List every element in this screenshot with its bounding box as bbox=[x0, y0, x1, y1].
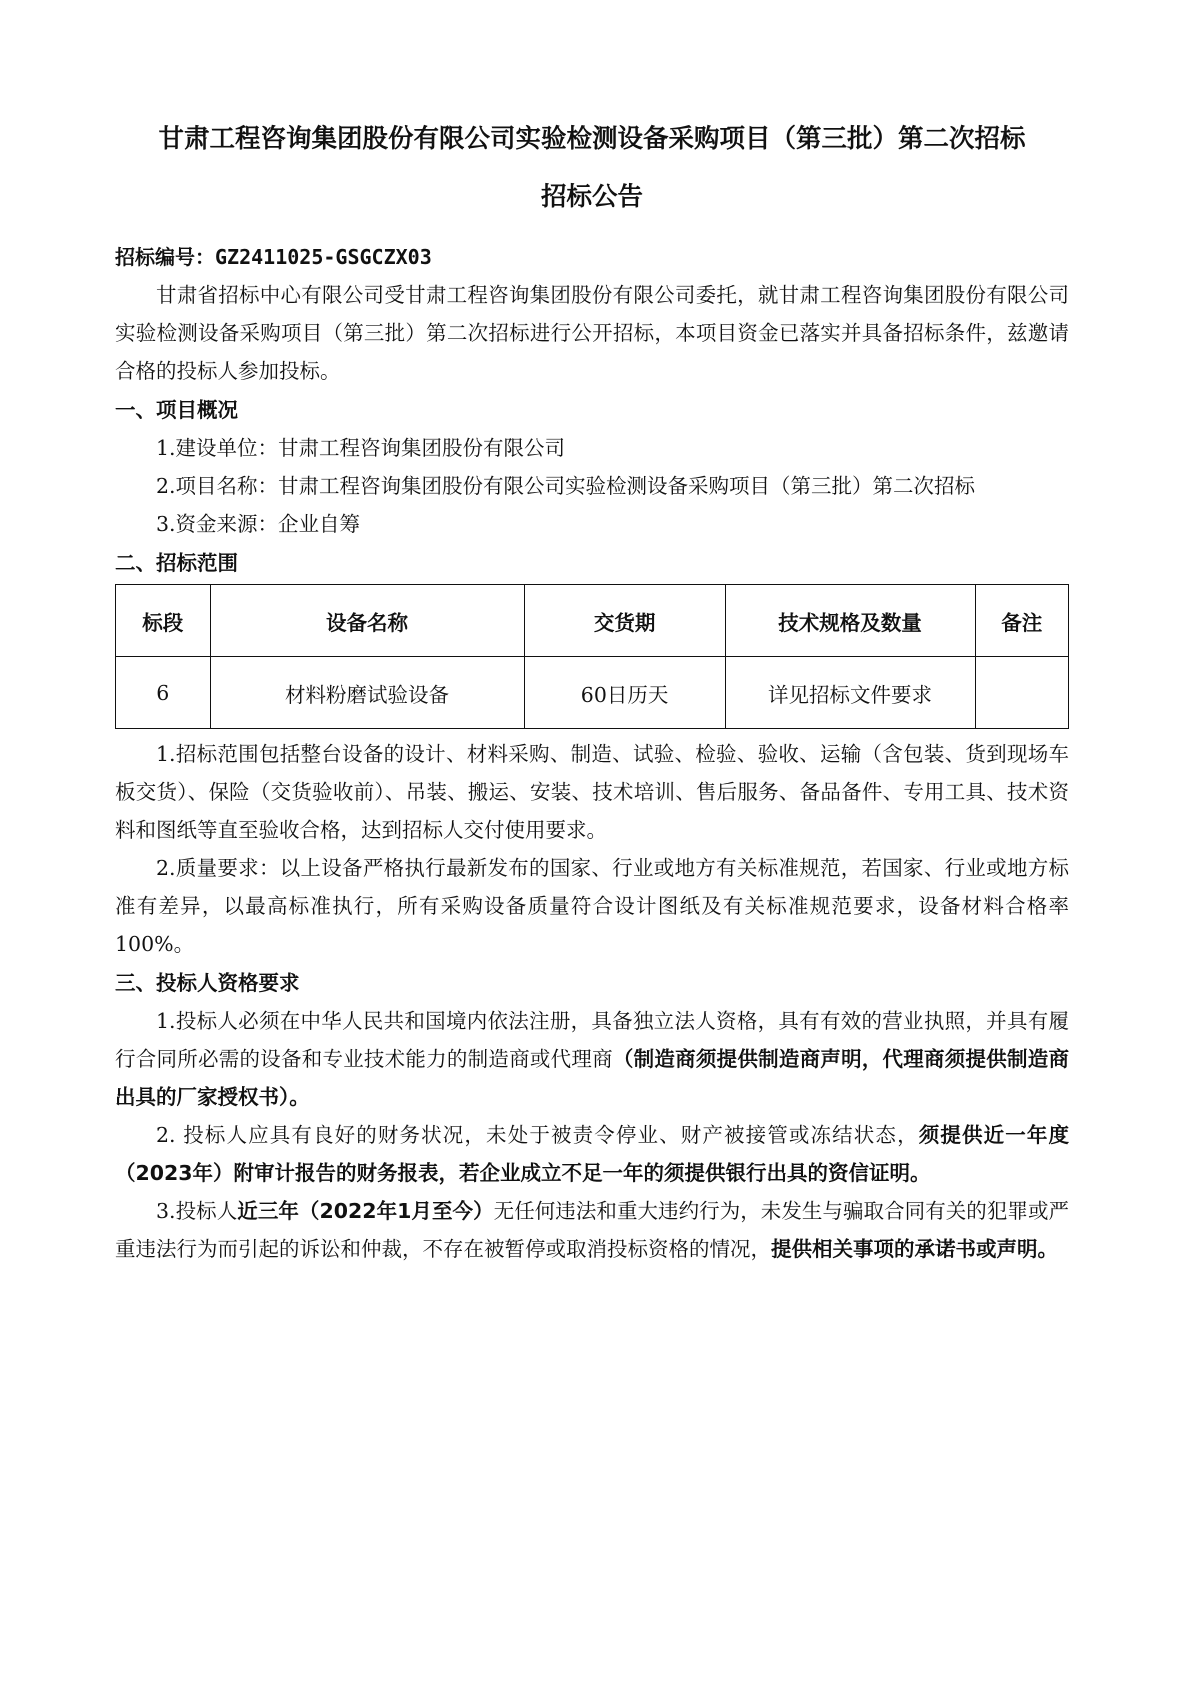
qualification-item-3-text-a: 3.投标人 bbox=[156, 1199, 238, 1223]
overview-item-project-name: 2.项目名称：甘肃工程咨询集团股份有限公司实验检测设备采购项目（第三批）第二次招标 bbox=[156, 474, 976, 498]
qualification-item-2 bbox=[115, 1116, 1069, 1192]
scope-item-quality: 2.质量要求：以上设备严格执行最新发布的国家、行业或地方有关标准规范，若国家、行业或地方标准有差异，以最高标准执行，所有采购设备质量符合设计图纸及有关标准规范要求，设备材料合格率 100%。 bbox=[115, 856, 1069, 956]
table-cell-equipment: 材料粉磨试验设备 bbox=[210, 657, 524, 729]
qualification-item-3-emphasis-a: 近三年（2022年1月至今） bbox=[237, 1199, 494, 1223]
table-cell-lot: 6 bbox=[116, 657, 211, 729]
section-heading-overview: 一、项目概况 bbox=[115, 398, 238, 422]
section-heading-scope: 二、招标范围 bbox=[115, 551, 238, 575]
table-header-cell: 设备名称 bbox=[210, 585, 524, 657]
qualification-item-1-text: 1.投标人必须在中华人民共和国境内依法注册，具备独立法人资格，具有有效的营业执照，并具有履行合同所必需的设备和专业技术能力的制造商或代理商 bbox=[115, 1009, 1069, 1071]
section-heading-qualification: 三、投标人资格要求 bbox=[115, 971, 300, 995]
qualification-item-3-emphasis-b: 提供相关事项的承诺书或声明。 bbox=[771, 1237, 1058, 1261]
overview-item-owner: 1.建设单位：甘肃工程咨询集团股份有限公司 bbox=[156, 436, 566, 460]
scope-table bbox=[115, 584, 1069, 729]
bid-number-value: GZ2411025-GSGCZX03 bbox=[215, 245, 432, 269]
document-subtitle: 招标公告 bbox=[540, 182, 643, 212]
table-cell-remarks bbox=[975, 657, 1068, 729]
table-header-cell: 技术规格及数量 bbox=[725, 585, 975, 657]
intro-paragraph: 甘肃省招标中心有限公司受甘肃工程咨询集团股份有限公司委托，就甘肃工程咨询集团股份有限公司实验检测设备采购项目（第三批）第二次招标进行公开招标，本项目资金已落实并具备招标条件，兹邀请合格的投标人参加投标。 bbox=[115, 283, 1069, 383]
table-header-cell: 标段 bbox=[116, 585, 211, 657]
qualification-item-1-emphasis: （制造商须提供制造商声明，代理商须提供制造商出具的厂家授权书）。 bbox=[115, 1047, 1070, 1109]
qualification-item-2-emphasis: 须提供近一年度（2023年）附审计报告的财务报表，若企业成立不足一年的须提供银行出具的资信证明。 bbox=[115, 1123, 1069, 1185]
table-row bbox=[116, 657, 1069, 729]
qualification-item-2-text: 2. 投标人应具有良好的财务状况，未处于被责令停业、财产被接管或冻结状态， bbox=[156, 1123, 919, 1147]
table-cell-spec: 详见招标文件要求 bbox=[725, 657, 975, 729]
overview-item-funding: 3.资金来源：企业自筹 bbox=[156, 512, 361, 536]
bid-number-label: 招标编号： bbox=[115, 245, 215, 269]
qualification-item-3-text-b: 无任何违法和重大违约行为，未发生与骗取合同有关的犯罪或严重违法行为而引起的诉讼和仲裁，不存在被暂停或取消投标资格的情况， bbox=[115, 1199, 1069, 1261]
document-title: 甘肃工程咨询集团股份有限公司实验检测设备采购项目（第三批）第二次招标 bbox=[158, 124, 1026, 154]
bid-number bbox=[115, 238, 1069, 276]
qualification-item-3 bbox=[115, 1192, 1069, 1268]
table-header-cell: 备注 bbox=[975, 585, 1068, 657]
table-cell-delivery: 60日历天 bbox=[524, 657, 725, 729]
table-header-row bbox=[116, 585, 1069, 657]
qualification-item-1 bbox=[115, 1002, 1069, 1116]
scope-item-range: 1.招标范围包括整台设备的设计、材料采购、制造、试验、检验、验收、运输（含包装、货到现场车板交货）、保险（交货验收前）、吊装、搬运、安装、技术培训、售后服务、备品备件、专用工具、技术资料和图纸等直至验收合格，达到招标人交付使用要求。 bbox=[115, 742, 1069, 842]
table-header-cell: 交货期 bbox=[524, 585, 725, 657]
